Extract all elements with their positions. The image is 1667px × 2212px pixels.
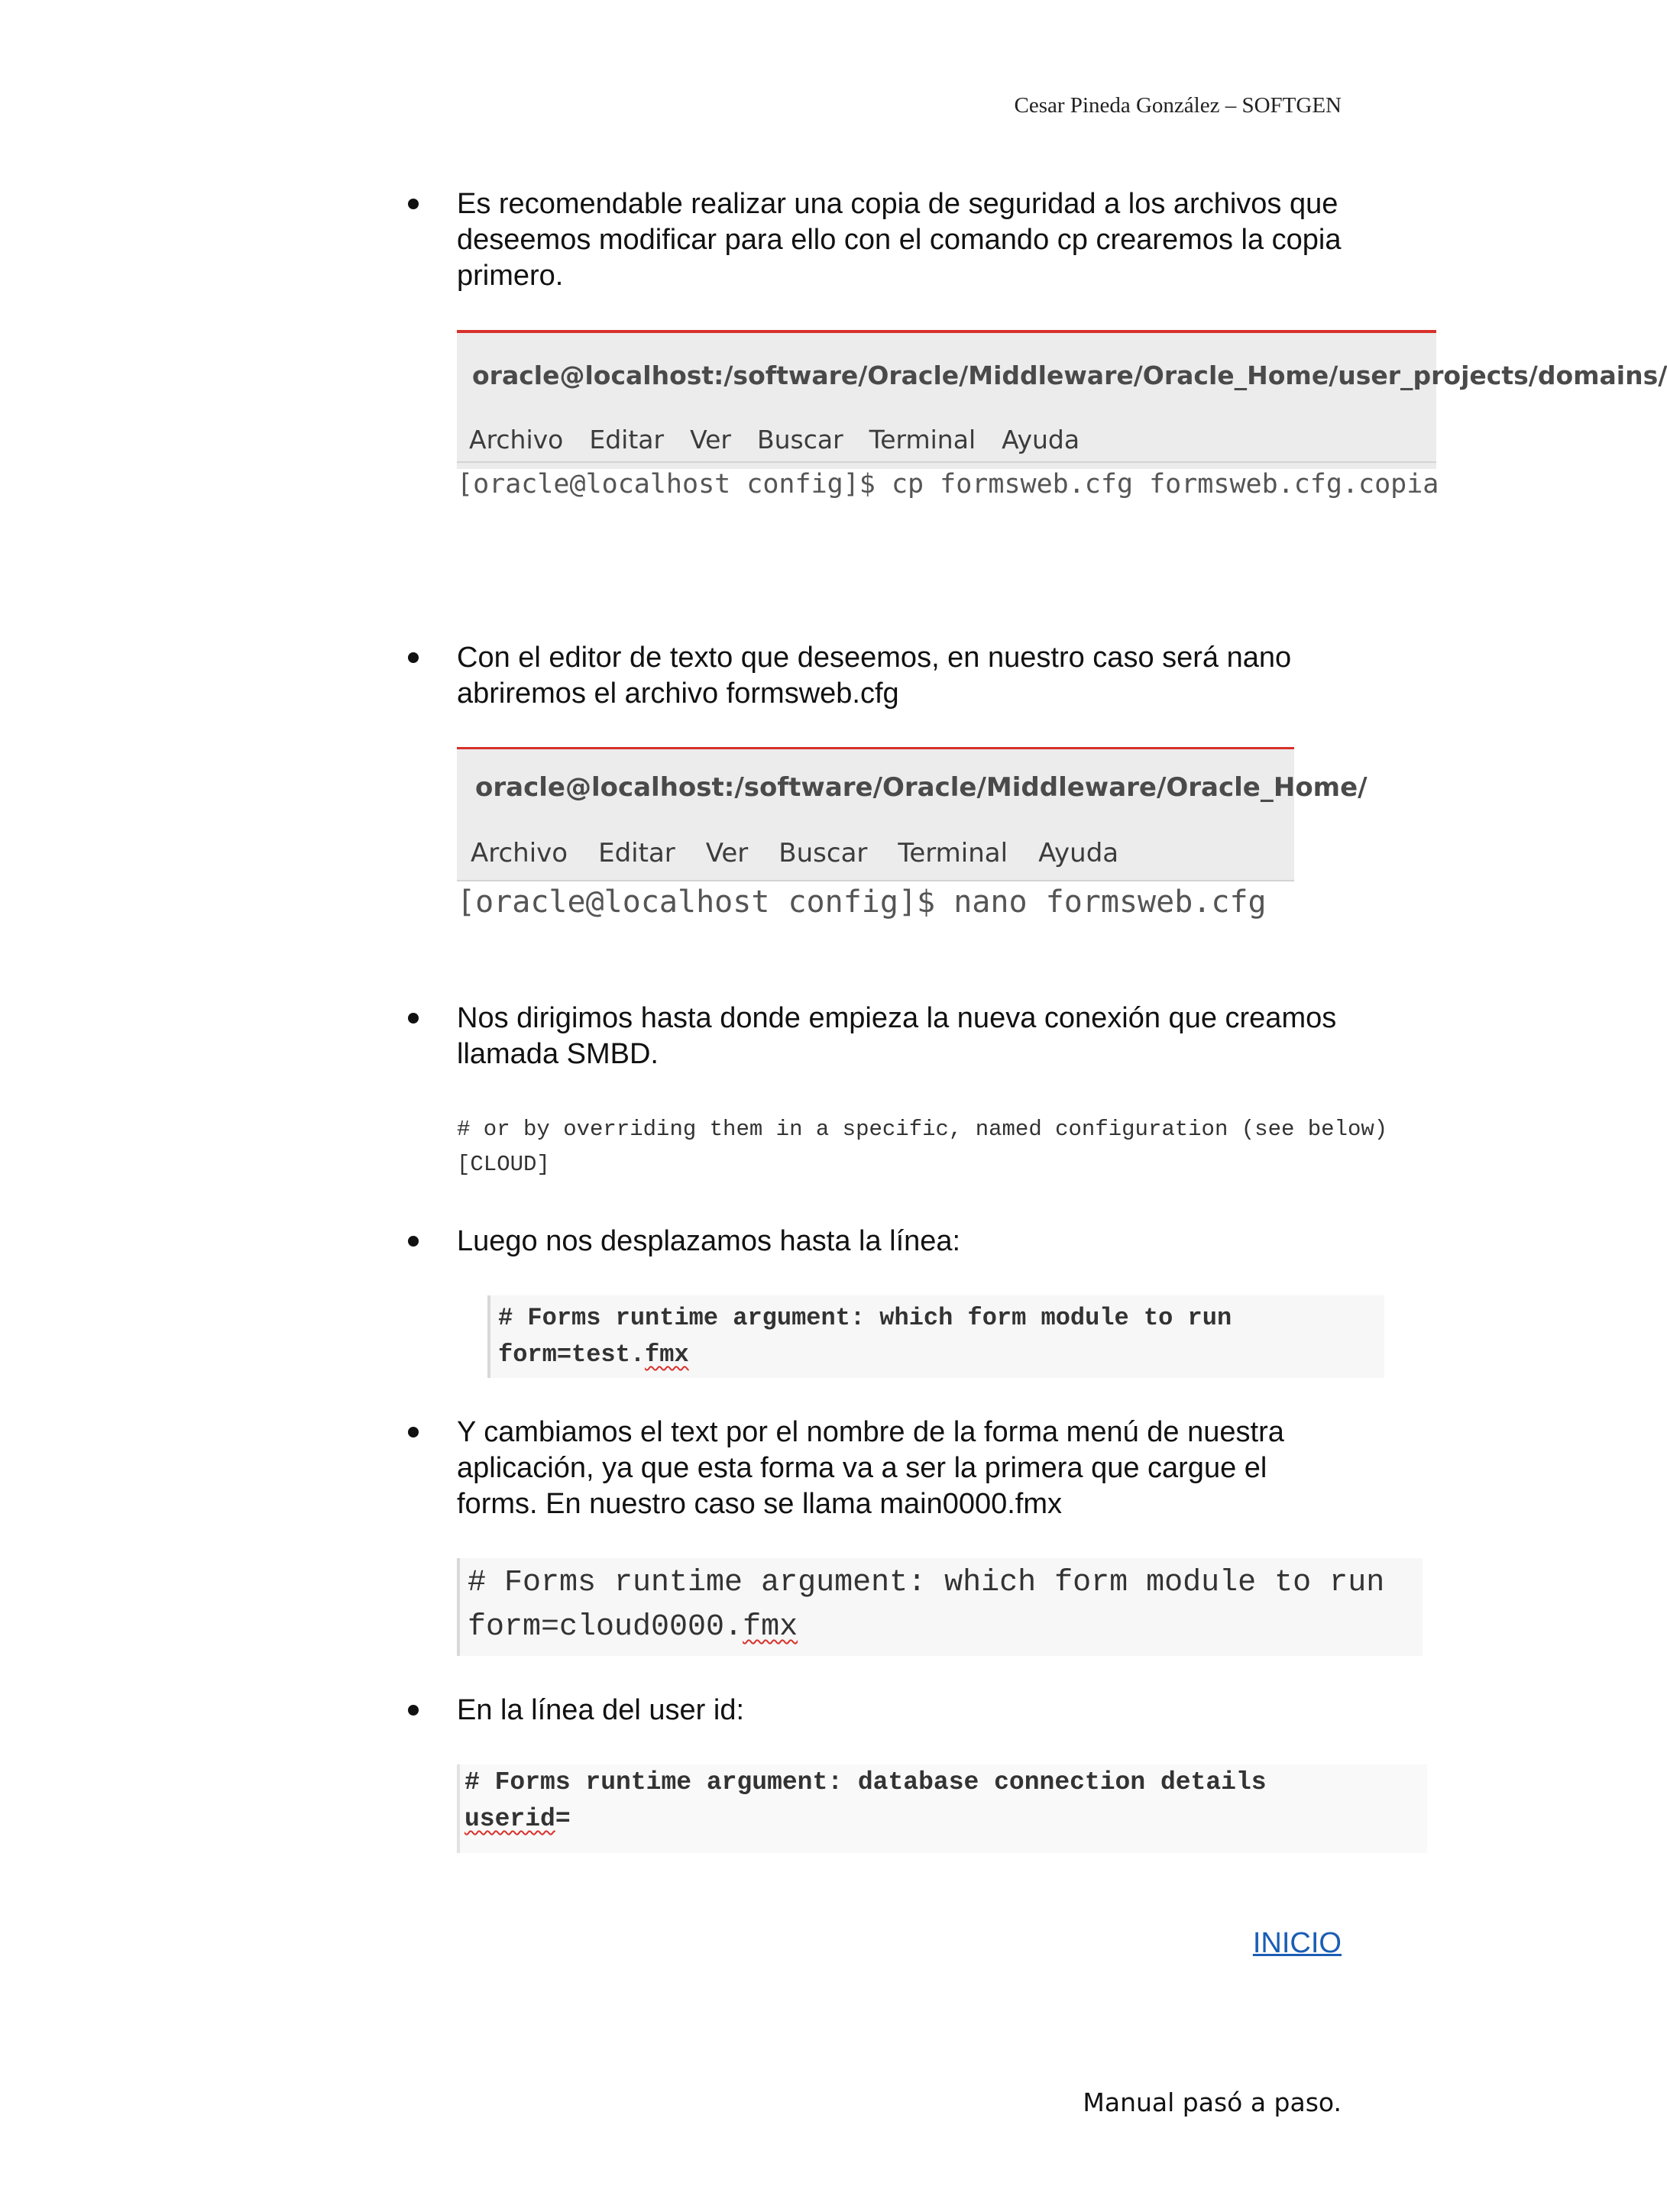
terminal-command-line: [oracle@localhost config]$ nano formsweb.cfg: [457, 884, 1267, 920]
menu-terminal[interactable]: Terminal: [898, 838, 1008, 868]
page-header: Cesar Pineda González – SOFTGEN: [1014, 93, 1342, 118]
terminal-window-title: oracle@localhost:/software/Oracle/Middleware/Oracle_Home/: [475, 772, 1368, 803]
step-1-line: primero.: [457, 260, 564, 292]
menu-editar[interactable]: Editar: [598, 838, 675, 868]
terminal-menubar: [471, 838, 1118, 868]
config-comment-line: # Forms runtime argument: which form module to run: [498, 1304, 1232, 1332]
spellcheck-extension: fmx: [645, 1340, 689, 1369]
terminal-titlebar: [457, 333, 1667, 469]
inicio-link[interactable]: INICIO: [1252, 1927, 1342, 1959]
step-5-line: forms. En nuestro caso se llama main0000.fmx: [457, 1488, 1063, 1520]
bullet-dot: [408, 1705, 419, 1716]
bullet-dot: [408, 1236, 419, 1247]
config-form-value: form=test.: [498, 1340, 646, 1369]
step-4-text: [457, 1224, 1358, 1260]
config-comment-line: # Forms runtime argument: database connection details: [464, 1768, 1267, 1796]
menu-buscar[interactable]: Buscar: [778, 838, 868, 868]
page-footer: Manual pasó a paso.: [1083, 2087, 1342, 2117]
menu-archivo[interactable]: Archivo: [471, 838, 568, 868]
config-form-value: form=cloud0000.: [468, 1610, 743, 1644]
spellcheck-userid: userid: [464, 1805, 555, 1833]
menu-ayuda[interactable]: Ayuda: [1038, 838, 1119, 868]
terminal-titlebar: [457, 749, 1368, 881]
menu-ver[interactable]: Ver: [705, 838, 749, 868]
config-form-line: [498, 1337, 1384, 1373]
menu-buscar[interactable]: Buscar: [756, 425, 843, 454]
menu-archivo[interactable]: Archivo: [469, 425, 564, 454]
config-comment-line: # Forms runtime argument: which form module to run: [468, 1566, 1385, 1600]
terminal-screenshot-cp: [457, 330, 1667, 512]
bullet-dot: [408, 199, 419, 209]
step-3-line: Nos dirigimos hasta donde empieza la nueva conexión que creamos: [457, 1002, 1337, 1034]
menu-ver[interactable]: Ver: [690, 425, 731, 454]
menu-editar[interactable]: Editar: [589, 425, 665, 454]
step-5-text: [457, 1415, 1358, 1522]
step-1-text: [457, 186, 1358, 294]
step-6-text: [457, 1693, 1358, 1729]
config-comment-line: # or by overriding them in a specific, named configuration (see below): [457, 1117, 1388, 1142]
config-form-line: [468, 1606, 1423, 1650]
terminal-command-line: [oracle@localhost config]$ cp formsweb.cfg formsweb.cfg.copia: [457, 469, 1439, 500]
menu-ayuda[interactable]: Ayuda: [1002, 425, 1080, 454]
bullet-dot: [408, 652, 419, 663]
step-5-line: aplicación, ya que esta forma va a ser la primera que cargue el: [457, 1452, 1267, 1484]
config-snippet-cloud: [457, 1112, 1387, 1182]
menubar-separator: [457, 880, 1294, 881]
step-3-text: [457, 1001, 1358, 1072]
step-1-line: deseemos modificar para ello con el comando cp crearemos la copia: [457, 224, 1342, 256]
menubar-separator: [457, 461, 1436, 463]
terminal-window-title: oracle@localhost:/software/Oracle/Middleware/Oracle_Home/user_projects/domains/: [472, 361, 1667, 390]
config-snippet-form-test: [487, 1295, 1384, 1378]
step-4-line: Luego nos desplazamos hasta la línea:: [457, 1225, 961, 1257]
step-1-line: Es recomendable realizar una copia de seguridad a los archivos que: [457, 188, 1338, 220]
config-userid-value: =: [555, 1805, 571, 1833]
step-5-line: Y cambiamos el text por el nombre de la forma menú de nuestra: [457, 1416, 1284, 1448]
menu-terminal[interactable]: Terminal: [869, 425, 976, 454]
bullet-dot: [408, 1013, 419, 1024]
spellcheck-extension: fmx: [743, 1610, 798, 1644]
bullet-dot: [408, 1427, 419, 1437]
config-userid-line: [464, 1801, 1427, 1838]
config-snippet-form-cloud: [457, 1558, 1423, 1656]
config-snippet-userid: [457, 1764, 1427, 1853]
config-section-line: [CLOUD]: [457, 1152, 550, 1177]
step-3-line: llamada SMBD.: [457, 1038, 659, 1070]
step-2-line: Con el editor de texto que deseemos, en nuestro caso será nano: [457, 642, 1292, 674]
step-2-line: abriremos el archivo formsweb.cfg: [457, 678, 899, 710]
terminal-menubar: [469, 425, 1080, 454]
step-6-line: En la línea del user id:: [457, 1694, 745, 1726]
step-2-text: [457, 640, 1358, 712]
terminal-screenshot-nano: [457, 747, 1368, 927]
